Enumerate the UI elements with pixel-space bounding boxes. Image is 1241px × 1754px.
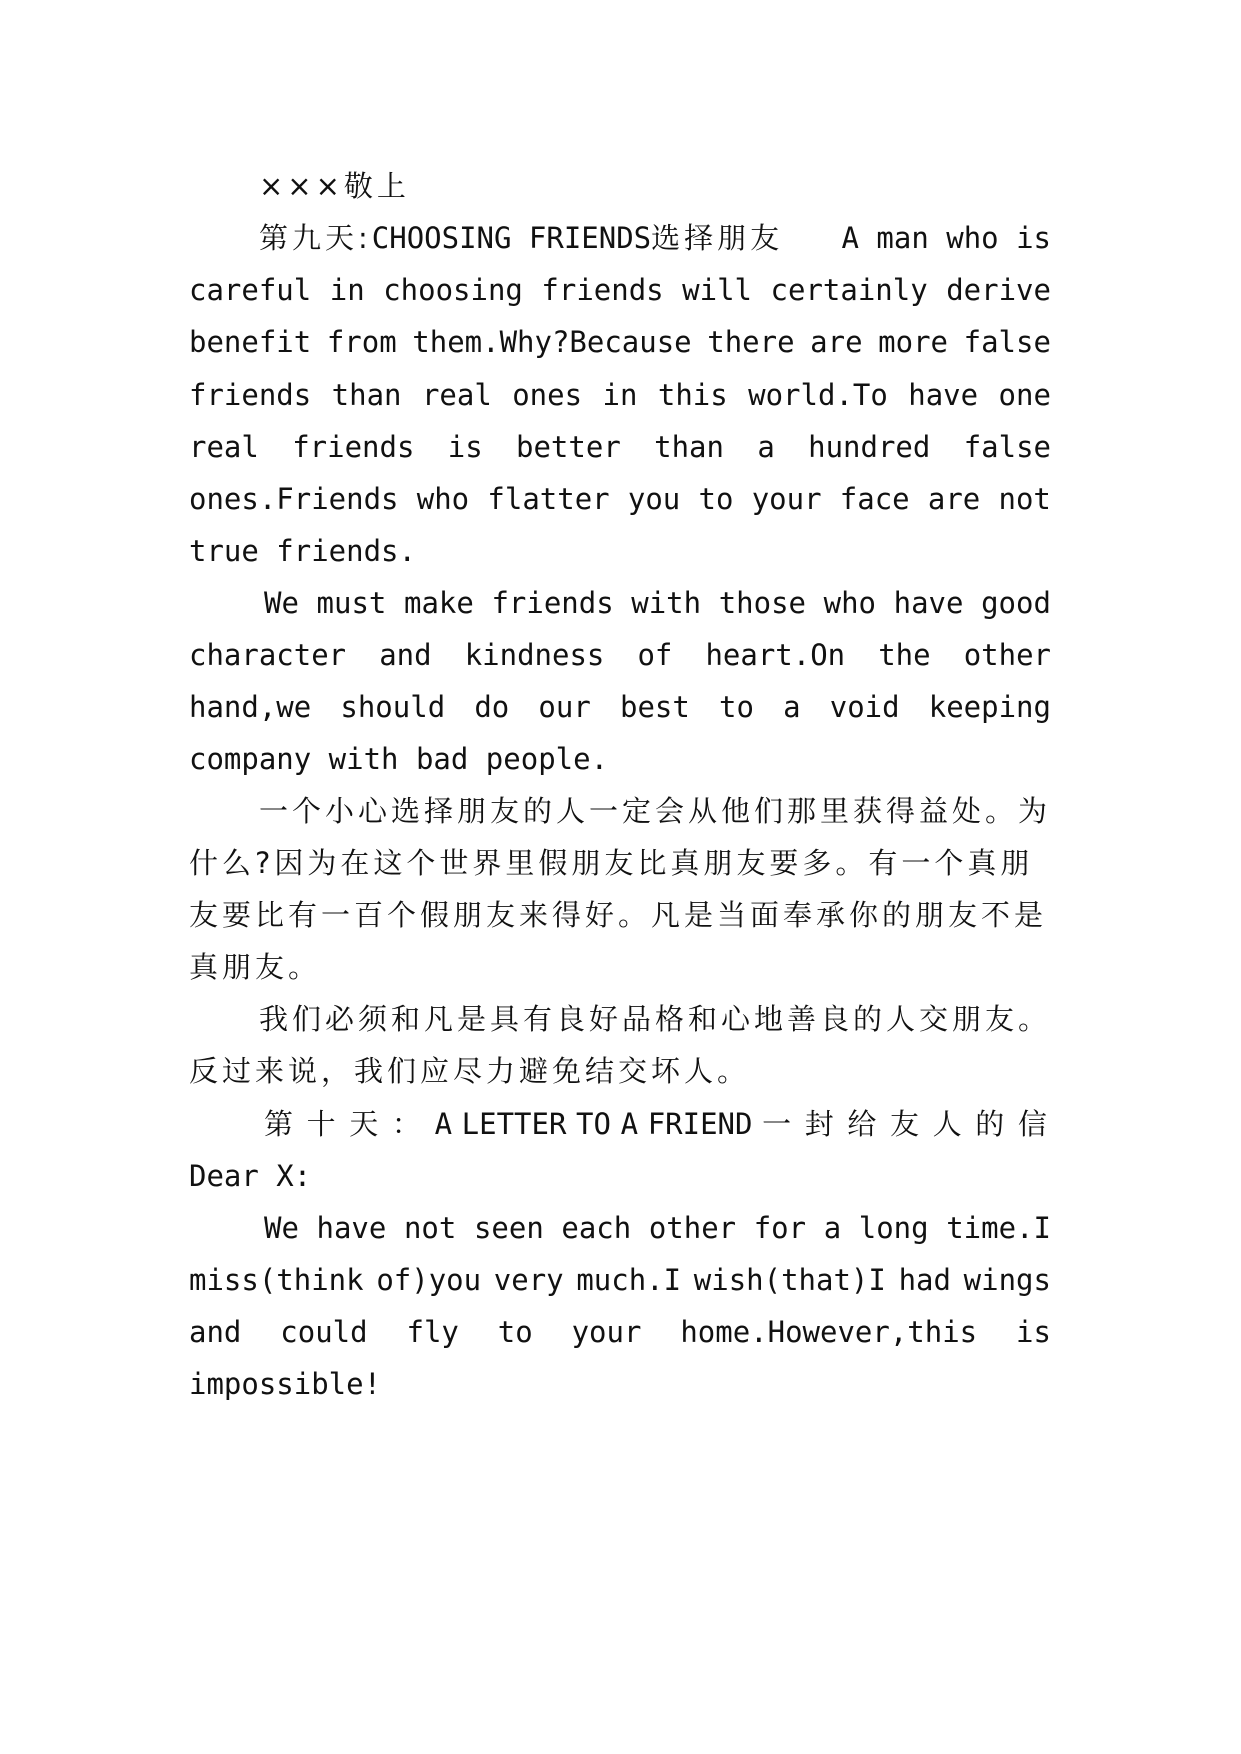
word: you [627, 482, 681, 516]
heading-token: 天 [349, 1107, 383, 1141]
word: heart.On [705, 638, 846, 672]
word: and [379, 638, 432, 672]
word: our [538, 690, 591, 724]
cn-para2-line-1: 反过来说，我们应尽力避免结交坏人。 [189, 1054, 751, 1088]
word: of [637, 638, 673, 672]
salutation: Dear X: [189, 1159, 312, 1193]
day9-para1-line-3 [189, 375, 1051, 415]
day9-para2-line-2 [189, 687, 1051, 727]
word: have [316, 1211, 387, 1245]
word: each [561, 1211, 632, 1245]
word: keeping [928, 690, 1051, 724]
day9-para1-line-2 [189, 322, 1051, 362]
word: not [403, 1211, 457, 1245]
word: much.I [576, 1263, 682, 1297]
word: from [326, 325, 397, 359]
word: false [963, 430, 1051, 464]
heading-token: 给 [847, 1107, 881, 1141]
day9-para2-line-1 [189, 635, 1051, 675]
word: derive [946, 273, 1051, 307]
day10-para1-line-1 [189, 1260, 1051, 1300]
word: who [416, 482, 470, 516]
word: make [403, 586, 474, 620]
word: is [447, 430, 483, 464]
word: wish(that)I [693, 1263, 886, 1297]
word: one [998, 378, 1051, 412]
word: world.To [748, 378, 888, 412]
word: friends [189, 378, 312, 412]
word: to [497, 1315, 533, 1349]
heading-token: LETTER [461, 1107, 567, 1141]
word: had [898, 1263, 951, 1297]
cn-para1-line-1: 什么?因为在这个世界里假朋友比真朋友要多。有一个真朋 [189, 846, 1034, 880]
word: good [981, 586, 1051, 620]
heading-token: 友 [890, 1107, 924, 1141]
word: character [189, 638, 347, 672]
word: choosing [383, 273, 523, 307]
word: ones.Friends [189, 482, 399, 516]
heading-token: 信 [1017, 1107, 1051, 1141]
heading-token: ： [391, 1107, 425, 1141]
day9-heading [259, 218, 783, 258]
word: void [829, 690, 900, 724]
word: friends [491, 586, 614, 620]
word: more [878, 325, 949, 359]
word: should [340, 690, 446, 724]
word: real [189, 430, 259, 464]
word: do [474, 690, 510, 724]
heading-token: A [434, 1107, 453, 1141]
word: who [823, 586, 877, 620]
word: will [682, 273, 753, 307]
word: benefit [189, 325, 312, 359]
word: could [280, 1315, 368, 1349]
word: real [421, 378, 492, 412]
word: long [858, 1211, 929, 1245]
word: other [963, 638, 1051, 672]
word: your [751, 482, 822, 516]
day10-para1-line-2 [189, 1312, 1051, 1352]
heading-token: FRIEND [647, 1107, 753, 1141]
word: other [648, 1211, 737, 1245]
cn-para1-line-2: 友要比有一百个假朋友来得好。凡是当面奉承你的朋友不是 [189, 898, 1048, 932]
word: than [331, 378, 402, 412]
heading-token: 十 [306, 1107, 340, 1141]
heading-token: 的 [975, 1107, 1009, 1141]
word: the [878, 638, 931, 672]
word: with [631, 586, 702, 620]
day10-para1-line-3: impossible! [189, 1367, 382, 1401]
day9-para1-line-1 [189, 270, 1051, 310]
word: friends [292, 430, 415, 464]
word: a [757, 430, 775, 464]
day9-heading-line [259, 218, 1051, 258]
word: miss(think [189, 1263, 364, 1297]
day9-para1-line-4 [189, 427, 1051, 467]
word: a [783, 690, 801, 724]
day9-para2-line-0 [264, 583, 1051, 623]
heading-token: TO [576, 1107, 611, 1141]
day9-heading-en: CHOOSING FRIENDS [371, 221, 652, 255]
word: We [264, 586, 299, 620]
word: have [893, 586, 964, 620]
word: face [839, 482, 910, 516]
word: are [927, 482, 981, 516]
heading-token: 一 [762, 1107, 796, 1141]
word: to [719, 690, 754, 724]
word: best [619, 690, 690, 724]
word: and [189, 1315, 242, 1349]
day10-para1-line-0 [264, 1208, 1051, 1248]
day10-heading [264, 1104, 1051, 1144]
word: fly [406, 1315, 459, 1349]
cn-para1-line-0: 一个小心选择朋友的人一定会从他们那里获得益处。为 [259, 794, 1051, 828]
word: in [602, 378, 638, 412]
word: careful [189, 273, 312, 307]
word: have [908, 378, 979, 412]
word: for [753, 1211, 807, 1245]
signature: ×××敬上 [259, 169, 410, 203]
word: your [571, 1315, 642, 1349]
day9-para1-line-6: true friends. [189, 534, 416, 568]
heading-token: 第 [264, 1107, 298, 1141]
word: hand,we [189, 690, 312, 724]
word: in [329, 273, 365, 307]
word: home.However,this [680, 1315, 978, 1349]
word: are [810, 325, 863, 359]
heading-token: 人 [932, 1107, 966, 1141]
word: a [823, 1211, 842, 1245]
word: hundred [808, 430, 931, 464]
heading-token: 封 [804, 1107, 838, 1141]
word: kindness [464, 638, 605, 672]
word: seen [473, 1211, 544, 1245]
word: not [998, 482, 1051, 516]
cn-para2-line-0: 我们必须和凡是具有良好品格和心地善良的人交朋友。 [259, 1002, 1051, 1036]
heading-token: A [620, 1107, 639, 1141]
word: time.I [946, 1211, 1051, 1245]
word: flatter [487, 482, 610, 516]
word: than [654, 430, 724, 464]
day9-para2-line-3: company with bad people. [189, 742, 609, 776]
word: those [718, 586, 807, 620]
word: friends [541, 273, 664, 307]
word: them.Why?Because [412, 325, 692, 359]
word: must [316, 586, 387, 620]
word: certainly [770, 273, 928, 307]
day9-para1-line-5 [189, 479, 1051, 519]
day9-heading-prefix: 第九天: [259, 221, 372, 255]
day9-para1-line-0: A man who is [841, 221, 1051, 255]
day9-heading-cn: 选择朋友 [651, 221, 784, 255]
word: better [516, 430, 621, 464]
word: false [963, 325, 1051, 359]
word: of)you [376, 1263, 482, 1297]
word: ones [512, 378, 583, 412]
word: there [707, 325, 795, 359]
cn-para1-line-3: 真朋友。 [189, 950, 322, 984]
word: We [264, 1211, 299, 1245]
word: to [698, 482, 734, 516]
word: very [493, 1263, 564, 1297]
word: is [1016, 1315, 1051, 1349]
word: wings [963, 1263, 1051, 1297]
word: this [657, 378, 728, 412]
